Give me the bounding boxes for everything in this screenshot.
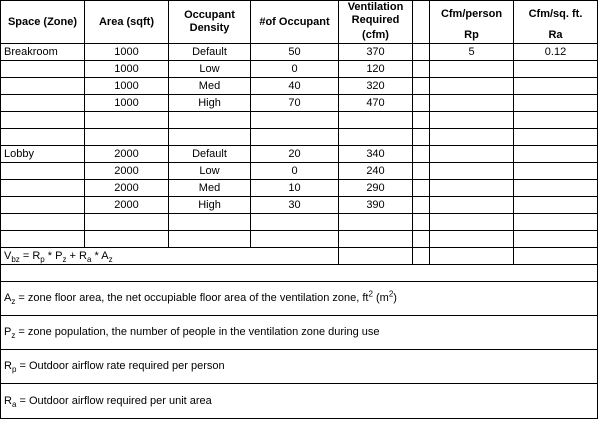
rp-cell <box>430 180 514 197</box>
occupant-cell: 10 <box>251 180 339 197</box>
area-cell: 2000 <box>85 180 169 197</box>
rp-cell <box>430 78 514 95</box>
zone-name-empty <box>1 61 85 78</box>
area-cell: 1000 <box>85 95 169 112</box>
table-row <box>1 146 598 163</box>
table-row <box>1 163 598 180</box>
density-cell: High <box>169 197 251 214</box>
header-rp: Rp <box>430 27 514 44</box>
density-cell: Default <box>169 146 251 163</box>
header-row <box>1 1 598 28</box>
header-cfm-person: Cfm/person <box>430 1 514 28</box>
occupant-cell: 0 <box>251 61 339 78</box>
ra-cell <box>514 180 598 197</box>
definition-rp: $R_p$ = Outdoor airflow rate required per person <box>1 350 598 384</box>
header-spacer <box>413 1 430 44</box>
ra-cell <box>514 61 598 78</box>
rp-cell: 5 <box>430 44 514 61</box>
occupant-cell: 40 <box>251 78 339 95</box>
spacer-cell <box>413 146 430 163</box>
ra-cell <box>514 146 598 163</box>
area-cell: 2000 <box>85 163 169 180</box>
occupant-cell: 30 <box>251 197 339 214</box>
header-density: Occupant Density <box>169 1 251 44</box>
density-cell: Default <box>169 44 251 61</box>
spacer-cell <box>413 44 430 61</box>
spacer-cell <box>413 197 430 214</box>
ra-cell: 0.12 <box>514 44 598 61</box>
header-ra: Ra <box>514 27 598 44</box>
cfm-cell: 120 <box>339 61 413 78</box>
area-cell: 1000 <box>85 44 169 61</box>
empty-row <box>1 112 598 129</box>
definition-row-rp <box>1 350 598 384</box>
cfm-cell: 390 <box>339 197 413 214</box>
table-row <box>1 180 598 197</box>
ra-cell <box>514 95 598 112</box>
density-cell: Low <box>169 61 251 78</box>
occupant-cell: 70 <box>251 95 339 112</box>
formula-cell: $V_{bz} = R_p * P_z + R_a * A_z$ <box>1 248 339 265</box>
definition-ra: $R_a$ = Outdoor airflow required per unit area <box>1 384 598 419</box>
ra-cell <box>514 163 598 180</box>
header-area: Area (sqft) <box>85 1 169 44</box>
zone-name-empty <box>1 180 85 197</box>
definition-row-pz <box>1 316 598 350</box>
header-space: Space (Zone) <box>1 1 85 44</box>
area-cell: 1000 <box>85 61 169 78</box>
table-row <box>1 44 598 61</box>
header-num-occupant: #of Occupant <box>251 1 339 44</box>
rp-cell <box>430 61 514 78</box>
table-row <box>1 78 598 95</box>
cfm-cell: 240 <box>339 163 413 180</box>
occupant-cell: 20 <box>251 146 339 163</box>
zone-name: Lobby <box>1 146 85 163</box>
table-row <box>1 197 598 214</box>
occupant-cell: 50 <box>251 44 339 61</box>
rp-cell <box>430 197 514 214</box>
occupant-cell: 0 <box>251 163 339 180</box>
formula-empty <box>339 248 413 265</box>
header-cfm-sqft: Cfm/sq. ft. <box>514 1 598 28</box>
formula-row <box>1 248 598 265</box>
cfm-cell: 370 <box>339 44 413 61</box>
density-cell: Med <box>169 180 251 197</box>
formula-empty <box>514 248 598 265</box>
zone-name-empty <box>1 163 85 180</box>
rp-cell <box>430 163 514 180</box>
ra-cell <box>514 197 598 214</box>
rp-cell <box>430 146 514 163</box>
header-ventilation-unit: (cfm) <box>339 27 413 44</box>
spacer-cell <box>413 180 430 197</box>
empty-row <box>1 214 598 231</box>
definition-row-ra <box>1 384 598 419</box>
formula-empty <box>430 248 514 265</box>
zone-name-empty <box>1 95 85 112</box>
rp-cell <box>430 95 514 112</box>
spacer-cell <box>413 163 430 180</box>
cfm-cell: 470 <box>339 95 413 112</box>
cfm-cell: 320 <box>339 78 413 95</box>
cfm-cell: 290 <box>339 180 413 197</box>
density-cell: Med <box>169 78 251 95</box>
ra-cell <box>514 78 598 95</box>
zone-name: Breakroom <box>1 44 85 61</box>
density-cell: High <box>169 95 251 112</box>
header-ventilation: Ventilation Required <box>339 1 413 28</box>
spacer-cell <box>413 95 430 112</box>
empty-row <box>1 231 598 248</box>
empty-row <box>1 265 598 282</box>
area-cell: 2000 <box>85 197 169 214</box>
spacer-cell <box>413 61 430 78</box>
zone-name-empty <box>1 197 85 214</box>
empty-row <box>1 129 598 146</box>
spacer-cell <box>413 78 430 95</box>
table-row <box>1 95 598 112</box>
area-cell: 1000 <box>85 78 169 95</box>
area-cell: 2000 <box>85 146 169 163</box>
definition-az: $A_z$ = zone floor area, the net occupiable floor area of the ventilation zone, $ft^2$ $(m^2)$ <box>1 282 598 316</box>
table-row <box>1 61 598 78</box>
cfm-cell: 340 <box>339 146 413 163</box>
definition-row-az <box>1 282 598 316</box>
definition-pz: $P_z$ = zone population, the number of people in the ventilation zone during use <box>1 316 598 350</box>
spacer-cell <box>413 248 430 265</box>
zone-name-empty <box>1 78 85 95</box>
density-cell: Low <box>169 163 251 180</box>
